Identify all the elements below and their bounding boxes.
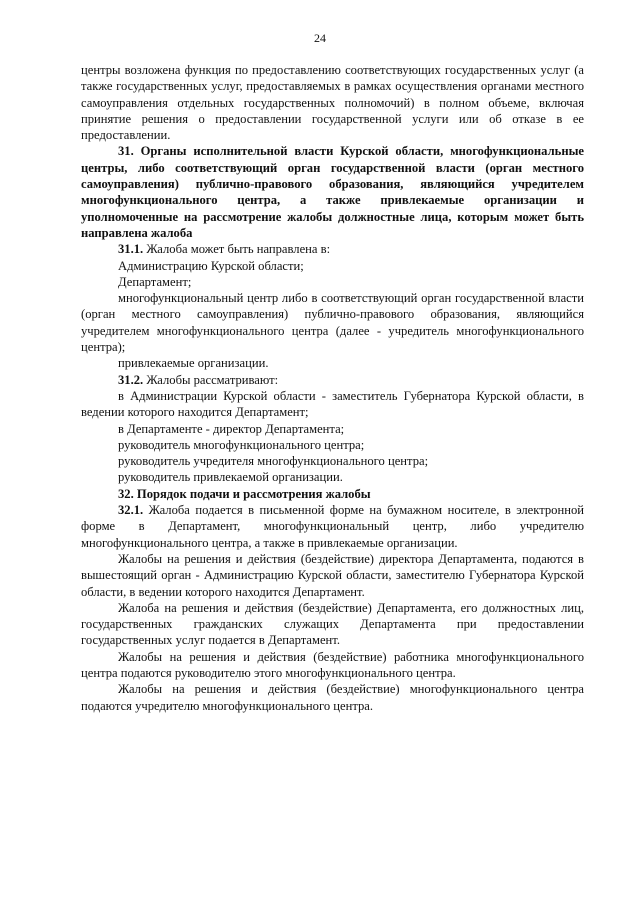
paragraph-text: Администрацию Курской области; bbox=[118, 258, 304, 273]
clause-number: 31.1. bbox=[118, 242, 144, 257]
paragraph-text: в Администрации Курской области - заместитель Губернатора Курской области, в ведении которого находится Департамент; bbox=[81, 388, 584, 420]
list-item bbox=[81, 355, 584, 371]
list-item bbox=[81, 469, 584, 485]
clause-32-1 bbox=[81, 502, 584, 551]
paragraph bbox=[81, 62, 584, 143]
section-number: 32. bbox=[118, 486, 134, 501]
paragraph-text: Жалоба может быть направлена в: bbox=[143, 242, 331, 257]
list-item bbox=[81, 290, 584, 355]
section-number: 31. bbox=[118, 144, 134, 159]
paragraph-text: привлекаемые организации. bbox=[118, 356, 269, 371]
list-item bbox=[81, 421, 584, 437]
section-heading-31 bbox=[81, 143, 584, 241]
clause-31-2 bbox=[81, 372, 584, 388]
paragraph-text: руководитель многофункционального центра; bbox=[118, 437, 365, 452]
document-body bbox=[81, 62, 584, 714]
paragraph bbox=[81, 681, 584, 714]
paragraph-text: центры возложена функция по предоставлению соответствующих государственных услуг (а также государственных услуг, предоставляемых в рамках осуществления органами местного самоуправления отдельных государственных полномочий) в полном объеме, включая принятие решения о предоставлении государственной услуги или об отказе в ее предоставлении. bbox=[81, 63, 584, 143]
list-item bbox=[81, 274, 584, 290]
paragraph-text: Жалобы рассматривают: bbox=[143, 372, 279, 387]
paragraph bbox=[81, 551, 584, 600]
paragraph-text: многофункциональный центр либо в соответствующий орган государственной власти (орган местного самоуправления) публично-правового образования, являющийся учредителем многофункционального центра (далее - учредитель многофункционального центра); bbox=[81, 291, 584, 355]
clause-number: 31.2. bbox=[118, 372, 144, 387]
paragraph-text: Жалоба на решения и действия (бездействие) Департамента, его должностных лиц, государственных гражданских служащих Департамента при предоставлении государственных услуг подается в Департамент. bbox=[81, 600, 584, 648]
paragraph bbox=[81, 649, 584, 682]
list-item bbox=[81, 258, 584, 274]
paragraph-text: Жалобы на решения и действия (бездействие) многофункционального центра подаются учредителю многофункционального центра. bbox=[81, 682, 584, 713]
section-heading-32 bbox=[81, 486, 584, 502]
paragraph-text: Жалобы на решения и действия (бездействие) директора Департамента, подаются в вышестоящий орган - Администрацию Курской области, заместителю Губернатора Курской области, в ведении которого находится Департамент. bbox=[81, 551, 584, 599]
list-item bbox=[81, 453, 584, 469]
paragraph-text: Жалобы на решения и действия (бездействие) работника многофункционального центра подаются руководителю этого многофункционального центра. bbox=[81, 649, 584, 680]
paragraph-text: Жалоба подается в письменной форме на бумажном носителе, в электронной форме в Департамент, многофункциональный центр, либо учредителю многофункционального центра, а также в привлекаемые организации. bbox=[81, 503, 584, 550]
paragraph-text: Департамент; bbox=[118, 274, 192, 289]
paragraph-text: руководитель привлекаемой организации. bbox=[118, 470, 343, 485]
list-item bbox=[81, 388, 584, 421]
paragraph-text: руководитель учредителя многофункционального центра; bbox=[118, 454, 429, 469]
clause-31-1 bbox=[81, 241, 584, 257]
section-heading-text: Органы исполнительной власти Курской области, многофункциональные центры, либо соответствующий орган государственной власти (орган местного самоуправления) публично-правового образования, являющийся учредителем многофункционального центра, а также привлекаемые организации и уполномоченные на рассмотрение жалобы должностные лица, которым может быть направлена жалоба bbox=[81, 144, 584, 240]
paragraph bbox=[81, 600, 584, 649]
paragraph-text: в Департаменте - директор Департамента; bbox=[118, 421, 345, 436]
clause-number: 32.1. bbox=[118, 503, 144, 518]
list-item bbox=[81, 437, 584, 453]
page-number: 24 bbox=[314, 31, 326, 45]
section-heading-text: Порядок подачи и рассмотрения жалобы bbox=[133, 486, 371, 501]
